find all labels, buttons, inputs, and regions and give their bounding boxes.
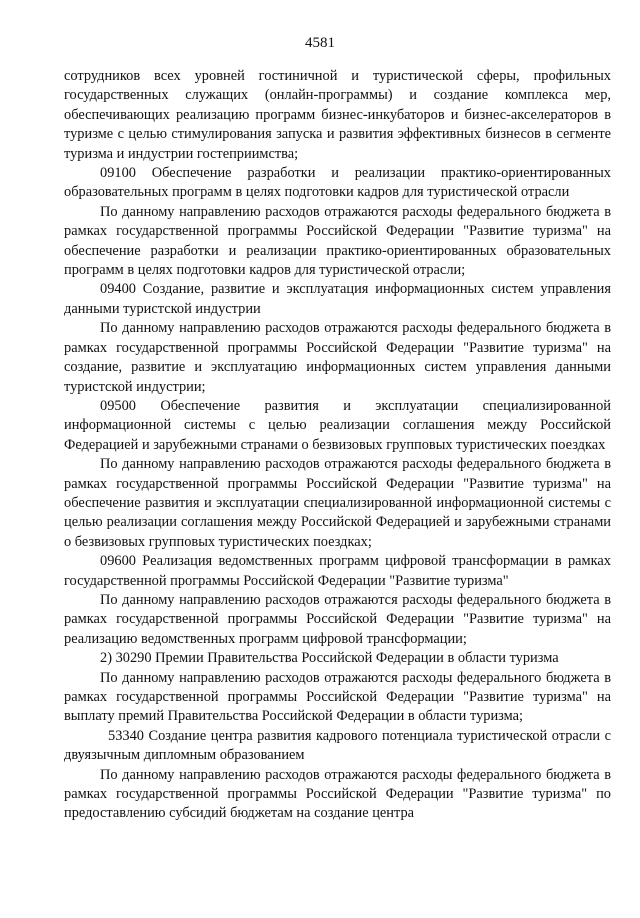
paragraph: По данному направлению расходов отражаются расходы федерального бюджета в рамках государственной программы Российской Федерации "Развитие туризма" на обеспечение разработки и реализации практико-ориентированных образовательных программ в целях подготовки кадров для туристической отрасли; (64, 203, 611, 279)
paragraph: 09500 Обеспечение развития и эксплуатации специализированной информационной системы с целью реализации соглашения между Российской Федерацией и зарубежными странами о безвизовых групповых туристических поездках (64, 397, 611, 453)
paragraph: По данному направлению расходов отражаются расходы федерального бюджета в рамках государственной программы Российской Федерации "Развитие туризма" на создание, развитие и эксплуатацию информационных систем управления данными туристской индустрии; (64, 320, 611, 395)
paragraph: сотрудников всех уровней гостиничной и туристической сферы, профильных государственных служащих (онлайн-программы) и создание комплекса мер, обеспечивающих реализацию программ бизнес-инкубаторов и бизнес-акселераторов в туризме с целью стимулирования запуска и развития эффективных бизнесов в сегменте туризма и индустрии гостеприимства; (64, 68, 611, 162)
paragraph: 09400 Создание, развитие и эксплуатация информационных систем управления данными туристской индустрии (64, 281, 611, 317)
paragraph: По данному направлению расходов отражаются расходы федерального бюджета в рамках государственной программы Российской Федерации "Развитие туризма" на реализацию ведомственных программ цифровой трансформации; (64, 591, 611, 647)
paragraph: По данному направлению расходов отражаются расходы федерального бюджета в рамках государственной программы Российской Федерации "Развитие туризма" по предоставлению субсидий бюджетам на создание центра (64, 766, 611, 822)
page-number: 4581 (305, 35, 335, 51)
paragraph: По данному направлению расходов отражаются расходы федерального бюджета в рамках государственной программы Российской Федерации "Развитие туризма" на обеспечение развития и эксплуатации специализированной информационной системы с целью реализации соглашения между Российской Федерацией и зарубежными странами о безвизовых групповых туристических поездках; (64, 456, 611, 550)
paragraph: По данному направлению расходов отражаются расходы федерального бюджета в рамках государственной программы Российской Федерации "Развитие туризма" на выплату премий Правительства Российской Федерации в области туризма; (64, 669, 611, 725)
paragraph: 09600 Реализация ведомственных программ цифровой трансформации в рамках государственной программы Российской Федерации "Развитие туризма" (64, 553, 611, 589)
paragraph: 2) 30290 Премии Правительства Российской Федерации в области туризма (100, 650, 559, 667)
paragraph: 53340 Создание центра развития кадрового потенциала туристической отрасли с двуязычным дипломным образованием (64, 727, 611, 764)
paragraph: 09100 Обеспечение разработки и реализации практико-ориентированных образовательных программ в целях подготовки кадров для туристической отрасли (64, 165, 611, 201)
document-body (64, 67, 611, 824)
